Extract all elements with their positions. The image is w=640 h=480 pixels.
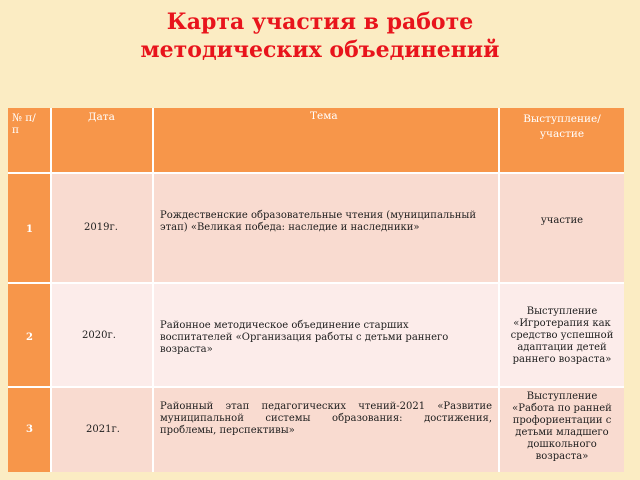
header-num-label: № п/п — [12, 112, 36, 136]
row-1-num-text: 1 — [26, 224, 33, 235]
row-2-num-text: 2 — [26, 332, 33, 343]
participation-table — [8, 108, 624, 472]
header-date — [52, 108, 152, 172]
header-topic — [154, 108, 498, 172]
row-2-role-text: Выступление «Игротерапия как средство успешной адаптации детей раннего возраста» — [510, 306, 614, 365]
header-num — [8, 108, 50, 172]
row-2-topic — [154, 284, 498, 386]
row-3-date — [52, 388, 152, 472]
header-topic-label: Тема — [310, 110, 338, 122]
row-1-num — [8, 174, 50, 282]
row-3-role-text: Выступление «Работа по ранней профориентации с детьми младшего дошкольного возраста» — [512, 391, 612, 462]
row-1-topic — [154, 174, 498, 282]
row-1-date — [52, 174, 152, 282]
row-3-topic — [154, 388, 498, 472]
header-role-label: Выступление/ участие — [523, 113, 601, 140]
header-date-label: Дата — [88, 111, 115, 123]
row-3-num-text: 3 — [26, 424, 33, 435]
row-3-topic-text: Районный этап педагогических чтений-2021 «Развитие муниципальной системы образования: достижения, проблемы, перспективы» — [160, 401, 492, 436]
row-2-date-text: 2020г. — [82, 330, 116, 341]
row-2-num — [8, 284, 50, 386]
row-3-role — [500, 388, 624, 472]
title-line-2: методических объединений — [140, 37, 500, 63]
row-1-role-text: участие — [540, 215, 584, 226]
row-1-date-text: 2019г. — [84, 222, 118, 233]
row-2-role — [500, 284, 624, 386]
row-3-date-text: 2021г. — [86, 424, 120, 435]
row-3-num — [8, 388, 50, 472]
title-line-1: Карта участия в работе — [166, 9, 474, 35]
row-2-date — [52, 284, 152, 386]
header-role — [500, 108, 624, 172]
row-1-role — [500, 174, 624, 282]
row-1-topic-text: Рождественские образовательные чтения (муниципальный этап) «Великая победа: наследие и наследники» — [160, 210, 477, 233]
slide-title — [0, 8, 640, 64]
row-2-topic-text: Районное методическое объединение старших воспитателей «Организация работы с детьми раннего возраста» — [160, 320, 449, 355]
